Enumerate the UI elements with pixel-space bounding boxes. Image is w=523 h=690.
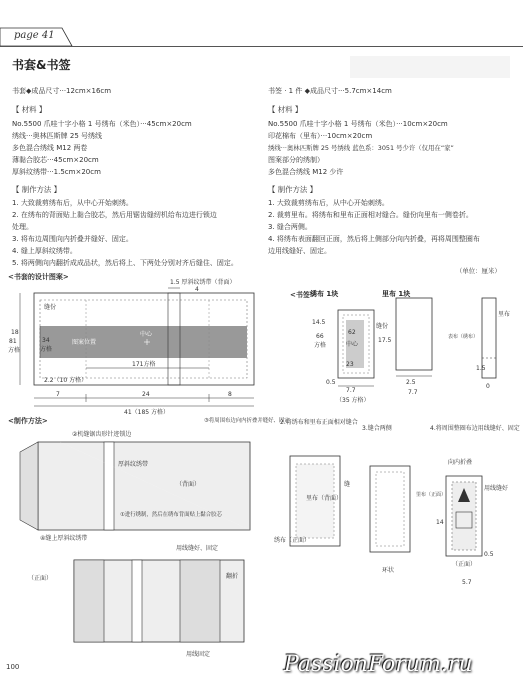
cover-step: 2. 在绣布的背面贴上黏合胶芯，然后用锯齿缝纫机给布边进行锁边 [12,211,217,219]
b2-label: 2.将绣布和里布正面相对缝合 [280,419,358,426]
cover-method-head: 【 制作方法 】 [12,185,62,194]
cover-materials-head: 【 材料 】 [12,105,47,114]
step1-label: ①进行绣制，然后在绣布背面贴上黏合胶芯 [120,512,222,518]
lining-label: 里布 1块 [382,290,411,298]
emb-label: 绣布 1块 [310,290,339,298]
cover-material: 绣线···奥林匹斯牌 25 号绣线 [12,132,103,140]
dim-4: 4 [195,286,199,293]
fold-label: 翻折 [226,573,239,580]
bookmark-step: 4. 将绣布表面翻回正面，然后将上侧部分向内折叠，再将周围整圈布 [268,235,480,243]
dim-5-7: 5.7 [462,579,472,586]
bookmark-material: No.5500 爪哇十字小格 1 号绣布（米色）···10cm×20cm [268,120,448,128]
grid-35: （35 方格） [336,397,370,404]
bookmark-material: 多色混合绣线 M12 少许 [268,168,344,176]
dim-8: 8 [228,391,232,398]
bookmark-step: 2. 裁剪里布。将绣布和里布正面相对缝合。缝份向里布一侧卷折。 [268,211,473,219]
cover-material: 多色混合绣线 M12 两卷 [12,144,88,152]
watermark: PassionForum.ru [284,652,473,677]
cover-step: 1. 大致裁剪绣布后，从中心开始刺绣。 [12,199,133,207]
cover-step: 4. 缝上厚斜纹绣带。 [12,247,77,255]
grid-label-2: 方格 [40,346,53,353]
front-label: （正面） [28,575,53,582]
fold-in: 向内折叠 [448,459,473,466]
bookmark-step: 边用线缝好、固定。 [268,247,331,255]
lining-front: 里布（正面） [416,492,447,498]
header-rule [0,46,523,47]
page-number: 100 [6,663,20,671]
dim-1-5: 1.5 [476,365,486,372]
grid-label: 方格 [8,347,21,354]
bookmark-step: 1. 大致裁剪绣布后，从中心开始刺绣。 [268,199,389,207]
front-mark: （正面） [452,561,477,568]
step5-label: 用线缝好、固定 [176,545,219,552]
bookmark-material: 印花棉布（里布）···10cm×20cm [268,132,373,140]
howto-bookmark-diagram [270,416,520,606]
dim-81: 81 [9,338,17,345]
seam-label: 缝份 [376,323,389,330]
dim-171: 171方格 [132,361,156,368]
cover-material: 薄黏合胶芯···45cm×20cm [12,156,99,164]
step3-label: ③将周围布边向内折叠并缝好、固定 [204,418,290,424]
tape-label: 1.5 厚斜纹绣带（背面） [170,279,236,286]
bookmark-method-head: 【 制作方法 】 [268,185,318,194]
step2-label: ②机缝锯齿形针迹锁边 [72,431,132,438]
unit-note: （单位：厘米） [456,267,501,275]
dim-7-7b: 7.7 [408,389,418,396]
lining-side: 里布 [498,311,511,318]
cover-size: 书套◆成品尺寸···12cm×16cm [12,87,112,95]
grid-label: 方格 [314,342,327,349]
dim-17-5: 17.5 [378,337,392,344]
dim-62: 62 [348,329,356,336]
bookmark-size: 书签 · 1 件 ◆成品尺寸···5.7cm×14cm [268,87,392,95]
lining-back: 里布（背面） [306,495,343,502]
dim-34: 34 [42,337,50,344]
dim-0-5b: 0.5 [484,551,494,558]
dim-0: 0 [486,383,490,390]
emb-side: 表布（绣布） [448,334,479,340]
dim-14: 14 [436,519,444,526]
dim-14-5: 14.5 [312,319,326,326]
cover-step: 处理。 [12,223,33,231]
seam-label: 缝份 [44,304,57,311]
howto-cover-diagram [0,418,290,665]
dim-2-2: 2.2（10 方格） [44,377,88,384]
dim-41: 41（185 方格） [124,409,169,416]
dim-66: 66 [316,333,324,340]
dim-23: 23 [346,361,354,368]
bookmark-step: 3. 缝合两侧。 [268,223,312,231]
loop-label: 环状 [382,567,395,574]
back-label: （背面） [176,481,201,488]
dim-0-5: 0.5 [326,379,336,386]
dim-7-7: 7.7 [346,387,356,394]
b4-label: 4.将周围整圈布边用线缝好、固定 [430,425,520,432]
cover-material: No.5500 爪哇十字小格 1 号绣布（米色）···45cm×20cm [12,120,192,128]
b3-label: 3.缝合两侧 [362,425,392,432]
dim-7: 7 [56,391,60,398]
bookmark-heading: <书签> [290,291,316,299]
cover-step: 3. 将布边周围向内折叠并缝好、固定。 [12,235,133,243]
sew-label: 用线固定 [186,651,211,658]
pattern-area-label: 图案位置 [72,339,97,346]
center-label: 中心 [346,341,359,348]
dim-2-5: 2.5 [406,379,416,386]
emb-front: 绣布（正面） [274,537,311,544]
design-heading: <书套的设计图案> [8,273,69,281]
bookmark-materials-head: 【 材料 】 [268,105,303,114]
section-title: 书套&书签 [12,58,71,72]
page-tag: page 41 [14,30,55,41]
dim-24: 24 [142,391,150,398]
cover-design-diagram [0,278,262,418]
dim-18: 18 [11,329,19,336]
bookmark-material: 绣线···奥林匹斯牌 25 号绣线 蓝色系：3051 号少许（仅用在“家” [268,144,454,152]
bookmark-material: 图案部分的绣制） [268,156,324,164]
tape-label: 厚斜纹绣带 [118,461,149,468]
sew-mark: 用线缝好 [484,485,509,492]
step4-label: ④缝上厚斜纹绣带 [40,535,88,542]
cover-step: 5. 将两侧向内翻折成成品状，然后将上、下两处分别对齐后缝住、固定。 [12,259,238,267]
seam-mark: 缝 [344,481,351,488]
howto-heading: <制作方法> [8,417,48,425]
center-label: 中心 [140,331,153,338]
cover-material: 厚斜纹绣带···1.5cm×20cm [12,168,101,176]
bleed-through [350,56,510,78]
